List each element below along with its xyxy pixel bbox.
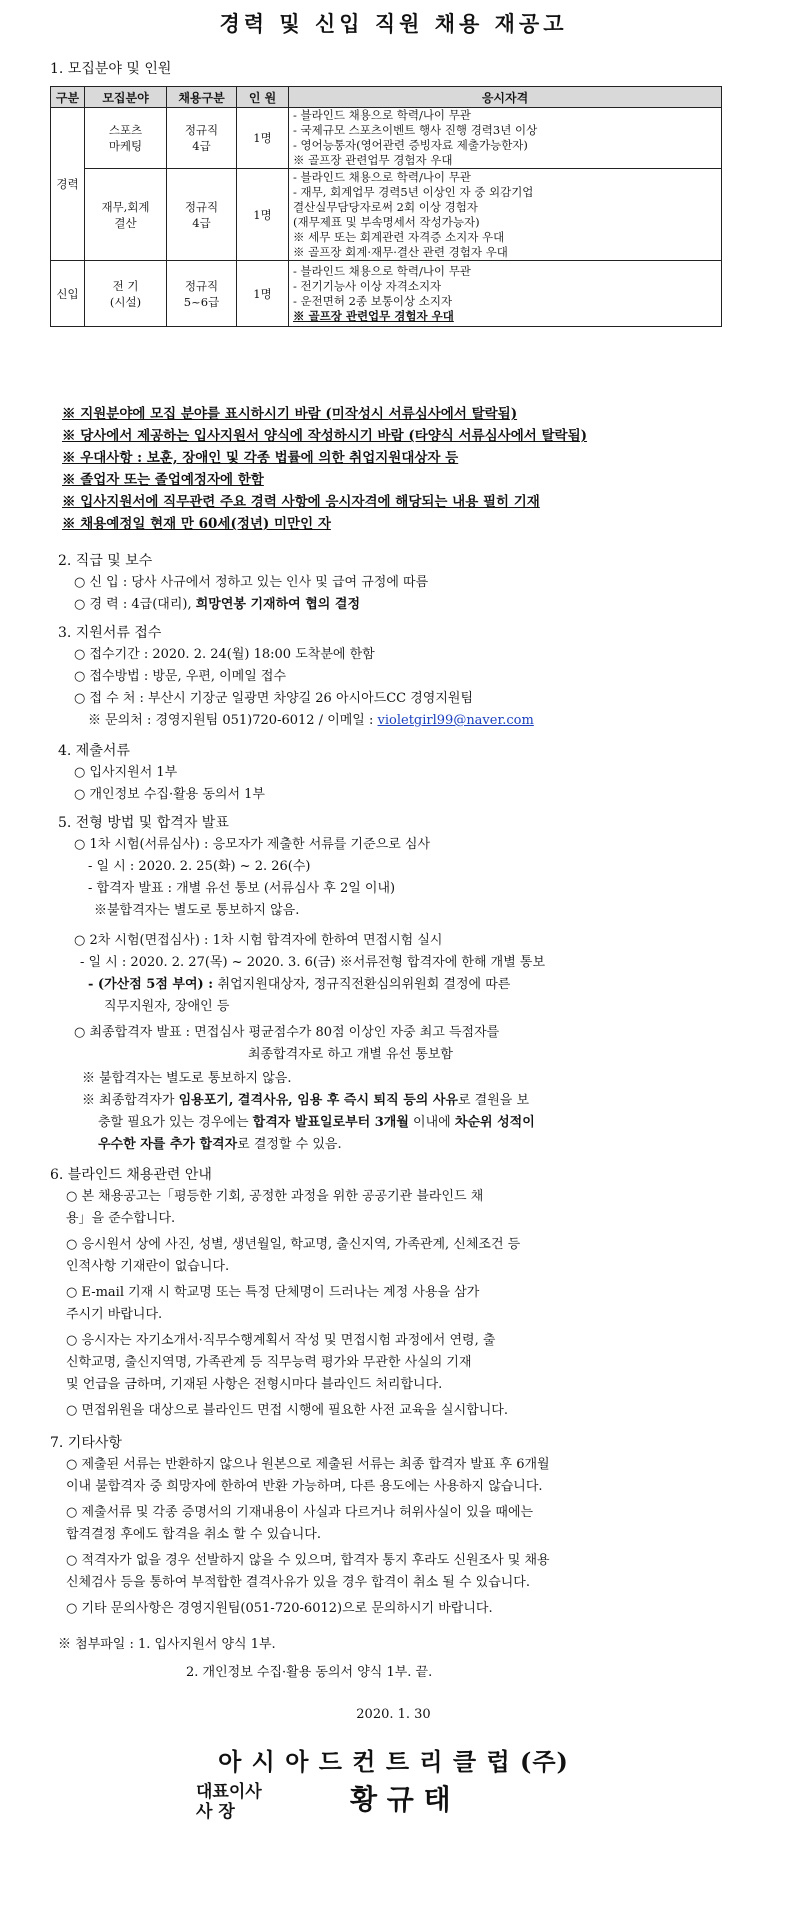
text-line: 합격결정 후에도 합격을 취소 할 수 있습니다. [66, 1527, 321, 1542]
text-line: ○ 응시자는 자기소개서·직무수행계획서 작성 및 면접시험 과정에서 연령, 출 [66, 1333, 496, 1348]
text-line: 최종합격자로 하고 개별 유선 통보함 [248, 1047, 453, 1062]
note-item: ※ 당사에서 제공하는 입사지원서 양식에 작성하시기 바람 (타양식 서류심사에서 탈락됨) [62, 428, 588, 444]
qualification-cell: - 블라인드 채용으로 학력/나이 무관 - 국제규모 스포츠이벤트 행사 진행 경력3년 이상 - 영어능통자(영어관련 증빙자료 제출가능한자) ※ 골프장 관련업무 경험자 우대 [289, 108, 722, 169]
section-3-heading: 3. 지원서류 접수 [58, 625, 162, 641]
section-2-heading: 2. 직급 및 보수 [58, 553, 153, 569]
section-1-heading: 1. 모집분야 및 인원 [50, 61, 172, 77]
text-line: ○ 개인정보 수집·활용 동의서 1부 [74, 787, 265, 802]
note-item: ※ 입사지원서에 직무관련 주요 경력 사항에 응시자격에 해당되는 내용 필히 기재 [62, 494, 540, 510]
ceo-title: 대표이사 [196, 1782, 262, 1802]
text-line: ○ 입사지원서 1부 [74, 765, 178, 780]
type-cell: 정규직 4급 [167, 108, 237, 169]
text-line: ○ 기타 문의사항은 경영지원팀(051-720-6012)으로 문의하시기 바랍니다. [66, 1601, 493, 1616]
note-item: ※ 지원분야에 모집 분야를 표시하시기 바람 (미작성시 서류심사에서 탈락됨) [62, 406, 518, 422]
count-cell: 1명 [237, 108, 289, 169]
table-header-cell: 구분 [51, 87, 85, 108]
text-line: 이내 불합격자 중 희망자에 한하여 반환 가능하며, 다른 용도에는 사용하지 않습니다. [66, 1479, 543, 1494]
text-line: ○ 접 수 처 : 부산시 기장군 일광면 차양길 26 아시아드CC 경영지원팀 [74, 691, 474, 706]
field-cell: 전 기 (시설) [85, 261, 167, 327]
email-link[interactable]: violetgirl99@naver.com [377, 713, 534, 728]
text-line: 우수한 자를 추가 합격자로 결정할 수 있음. [98, 1137, 342, 1152]
qualification-cell: - 블라인드 채용으로 학력/나이 무관 - 전기기능사 이상 자격소지자 - 운전면허 2종 보통이상 소지자 ※ 골프장 관련업무 경험자 우대 [289, 261, 722, 327]
group-label: 신입 [51, 261, 85, 327]
text-line: - (가산점 5점 부여) : 취업지원대상자, 정규직전환심의위원회 결정에 따른 [88, 977, 511, 992]
table-header-row [51, 87, 722, 108]
text-line: ○ 2차 시험(면접심사) : 1차 시험 합격자에 한하여 면접시험 실시 [74, 933, 443, 948]
text-line: ○ 경 력 : 4급(대리), 희망연봉 기재하여 협의 결정 [74, 597, 361, 612]
attachment-line: ※ 첨부파일 : 1. 입사지원서 양식 1부. [58, 1637, 276, 1652]
text-line: ○ 면접위원을 대상으로 블라인드 면접 시행에 필요한 사전 교육을 실시합니다. [66, 1403, 508, 1418]
text-line: ○ E-mail 기재 시 학교명 또는 특정 단체명이 드러나는 계정 사용을 삼가 [66, 1285, 480, 1300]
text-line: ○ 신 입 : 당사 사규에서 정하고 있는 인사 및 급여 규정에 따름 [74, 575, 429, 590]
table-header-cell: 모집분야 [85, 87, 167, 108]
section-5-heading: 5. 전형 방법 및 합격자 발표 [58, 815, 229, 831]
table-header-cell: 채용구분 [167, 87, 237, 108]
qualification-cell: - 블라인드 채용으로 학력/나이 무관 - 재무, 회계업무 경력5년 이상인 자 중 외감기업 결산실무담당자로써 2회 이상 경험자 (재무제표 및 부속명세서 작성가능자) ※ 세무 또는 회계관련 자격증 소지자 우대 ※ 골프장 회계·재무·결산 관련 경험자 우대 [289, 169, 722, 261]
table-row [51, 169, 722, 261]
count-cell: 1명 [237, 169, 289, 261]
text-line: ○ 제출된 서류는 반환하지 않으나 원본으로 제출된 서류는 최종 합격자 발표 후 6개월 [66, 1457, 550, 1472]
text-line: ○ 1차 시험(서류심사) : 응모자가 제출한 서류를 기준으로 심사 [74, 837, 431, 852]
text-line: 신학교명, 출신지역명, 가족관계 등 직무능력 평가와 무관한 사실의 기재 [66, 1355, 472, 1370]
section-4-heading: 4. 제출서류 [58, 743, 130, 759]
text-line: 신체검사 등을 통하여 부적합한 결격사유가 있을 경우 합격이 취소 될 수 있습니다. [66, 1575, 531, 1590]
text-line: ※ 불합격자는 별도로 통보하지 않음. [82, 1071, 292, 1086]
table-header-cell: 인 원 [237, 87, 289, 108]
text-line: ※ 문의처 : 경영지원팀 051)720-6012 / 이메일 : violetgirl99@naver.com [88, 713, 534, 728]
note-item: ※ 채용예정일 현재 만 60세(정년) 미만인 자 [62, 516, 331, 532]
field-cell: 재무,회계 결산 [85, 169, 167, 261]
text-line: ○ 최종합격자 발표 : 면접심사 평균점수가 80점 이상인 자중 최고 득점자를 [74, 1025, 500, 1040]
company-name: 아 시 아 드 컨 트 리 클 럽 (주) [218, 1747, 569, 1776]
ceo-title: 사 장 [196, 1802, 235, 1822]
group-label: 경력 [51, 108, 85, 261]
count-cell: 1명 [237, 261, 289, 327]
ceo-name: 황 규 태 [350, 1783, 451, 1816]
text-line: - 합격자 발표 : 개별 유선 통보 (서류심사 후 2일 이내) [88, 881, 396, 896]
text-line: ○ 제출서류 및 각종 증명서의 기재내용이 사실과 다르거나 허위사실이 있을 때에는 [66, 1505, 534, 1520]
field-cell: 스포츠 마케팅 [85, 108, 167, 169]
text-line: ※불합격자는 별도로 통보하지 않음. [94, 903, 300, 918]
text-line: 직무지원자, 장애인 등 [104, 999, 230, 1014]
note-item: ※ 우대사항 : 보훈, 장애인 및 각종 법률에 의한 취업지원대상자 등 [62, 450, 459, 466]
text-line: ○ 접수방법 : 방문, 우편, 이메일 접수 [74, 669, 287, 684]
type-cell: 정규직 4급 [167, 169, 237, 261]
text-line: ○ 접수기간 : 2020. 2. 24(월) 18:00 도착분에 한함 [74, 647, 375, 662]
text-line: ○ 본 채용공고는「평등한 기회, 공정한 과정을 위한 공공기관 블라인드 채 [66, 1189, 484, 1204]
text-line: 및 언급을 금하며, 기재된 사항은 전형시마다 블라인드 처리합니다. [66, 1377, 443, 1392]
page-title: 경력 및 신입 직원 채용 재공고 [219, 11, 568, 36]
text-line: - 일 시 : 2020. 2. 25(화) ~ 2. 26(수) [88, 859, 311, 874]
type-cell: 정규직 5~6급 [167, 261, 237, 327]
text-line: ○ 응시원서 상에 사진, 성별, 생년월일, 학교명, 출신지역, 가족관계, 신체조건 등 [66, 1237, 521, 1252]
table-row [51, 108, 722, 169]
note-item: ※ 졸업자 또는 졸업예정자에 한함 [62, 472, 264, 488]
recruit-table [50, 86, 722, 327]
section-7-heading: 7. 기타사항 [50, 1435, 122, 1451]
attachment-line: 2. 개인정보 수집·활용 동의서 양식 1부. 끝. [186, 1665, 433, 1680]
section-6-heading: 6. 블라인드 채용관련 안내 [50, 1167, 212, 1183]
table-row [51, 261, 722, 327]
table-header-cell: 응시자격 [289, 87, 722, 108]
text-line: - 일 시 : 2020. 2. 27(목) ~ 2020. 3. 6(금) ※서류전형 합격자에 한해 개별 통보 [80, 955, 546, 970]
text-line: 인적사항 기재란이 없습니다. [66, 1259, 230, 1274]
text-line: 충할 필요가 있는 경우에는 합격자 발표일로부터 3개월 이내에 차순위 성적이 [98, 1115, 535, 1130]
document-date: 2020. 1. 30 [356, 1707, 431, 1722]
text-line: ※ 최종합격자가 임용포기, 결격사유, 임용 후 즉시 퇴직 등의 사유로 결원을 보 [82, 1093, 530, 1108]
text-line: 용」을 준수합니다. [66, 1211, 176, 1226]
text-line: ○ 적격자가 없을 경우 선발하지 않을 수 있으며, 합격자 통지 후라도 신원조사 및 채용 [66, 1553, 550, 1568]
text-line: 주시기 바랍니다. [66, 1307, 163, 1322]
